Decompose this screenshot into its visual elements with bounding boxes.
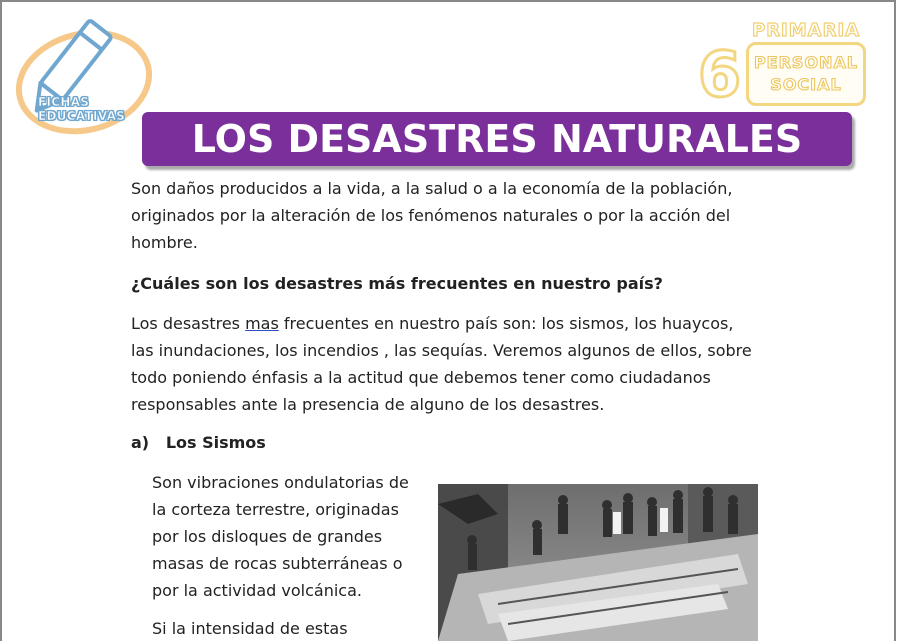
logo-text: [38, 95, 126, 123]
section-heading-sismos: a) Los Sismos: [131, 433, 266, 452]
logo-line1: FICHAS: [38, 95, 90, 109]
subject-line1: PERSONAL: [753, 53, 859, 72]
sismos-line: masas de rocas subterráneas o: [152, 554, 403, 573]
answer-line: responsables ante la presencia de alguno de los desastres.: [131, 395, 605, 414]
sismos-line: por los disloques de grandes: [152, 527, 383, 546]
title-banner: [142, 112, 852, 166]
page-title: LOS DESASTRES NATURALES: [191, 117, 803, 161]
grade-level: PRIMARIA: [752, 20, 861, 41]
sismos-line: la corteza terrestre, originadas: [152, 500, 399, 519]
grade-badge: [694, 16, 874, 112]
sismos-paragraph: [152, 469, 427, 604]
intro-paragraph: [131, 175, 771, 256]
sismos-line: por la actividad volcánica.: [152, 581, 362, 600]
intro-line: originados por la alteración de los fenómenos naturales o por la acción del: [131, 206, 731, 225]
answer-line1-post: frecuentes en nuestro país son: los sismos, los huaycos,: [278, 314, 734, 333]
intro-line: Son daños producidos a la vida, a la salud o a la economía de la población,: [131, 179, 733, 198]
sismos-next-line: Si la intensidad de estas: [152, 619, 348, 638]
subject-box: [746, 42, 866, 106]
answer-paragraph: [131, 310, 771, 418]
answer-line1-pre: Los desastres: [131, 314, 246, 333]
answer-line: todo poniendo énfasis a la actitud que debemos tener como ciudadanos: [131, 368, 711, 387]
earthquake-rubble-image: [438, 484, 758, 641]
answer-line: [131, 310, 771, 337]
answer-line: las inundaciones, los incendios , las sequías. Veremos algunos de ellos, sobre: [131, 341, 752, 360]
sismos-line: Son vibraciones ondulatorias de: [152, 473, 409, 492]
earthquake-photo: [438, 484, 758, 641]
subject-line2: SOCIAL: [770, 75, 842, 94]
logo-line2: EDUCATIVAS: [38, 109, 126, 123]
question-heading: ¿Cuáles son los desastres más frecuentes en nuestro país?: [131, 274, 663, 293]
intro-line: hombre.: [131, 233, 198, 252]
grade-number: 6: [698, 38, 742, 111]
spelling-flagged-word: mas: [245, 314, 279, 333]
